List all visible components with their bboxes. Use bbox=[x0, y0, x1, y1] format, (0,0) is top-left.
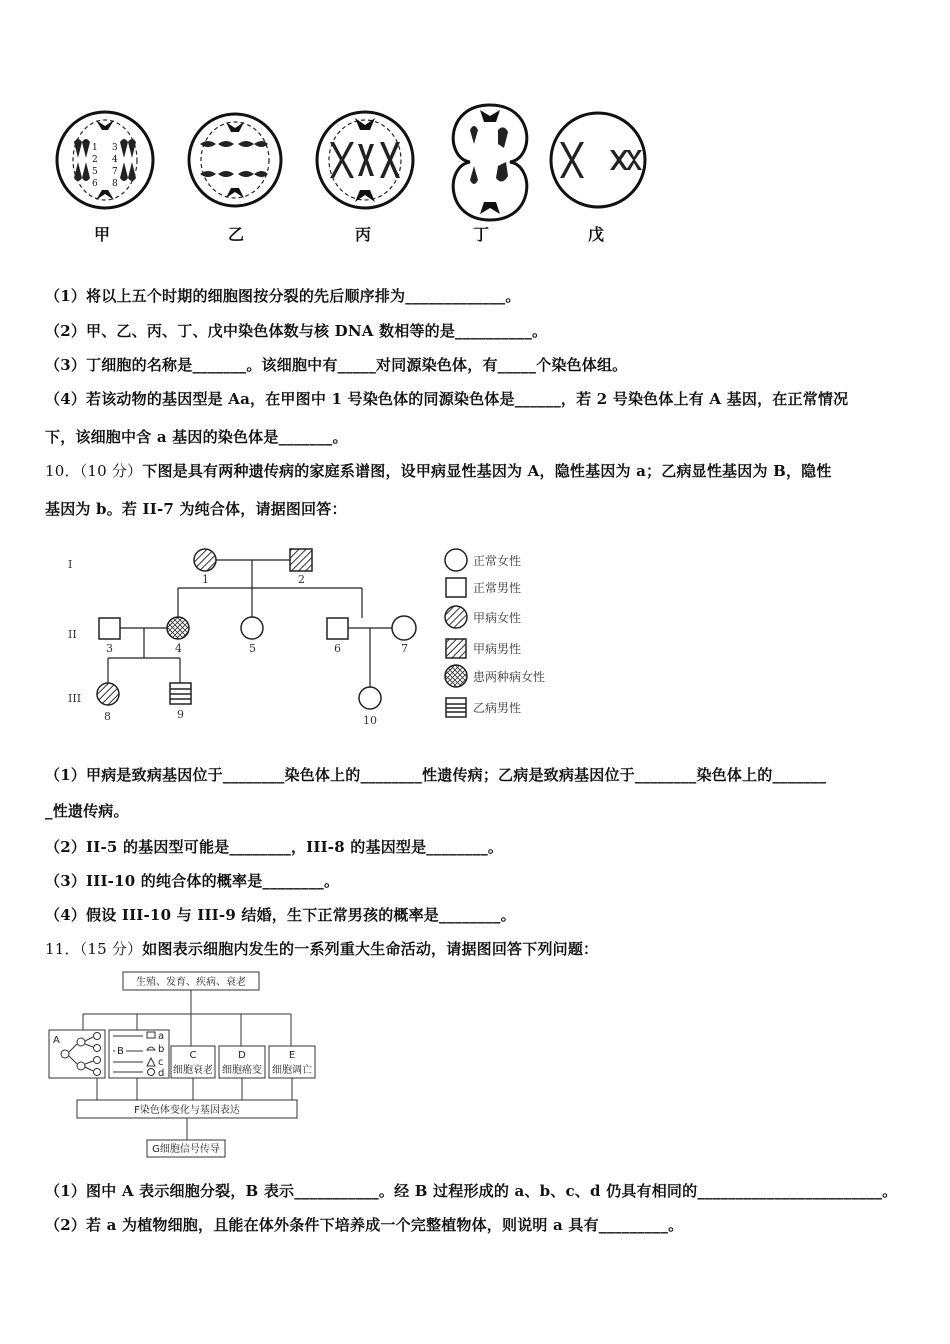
cell-wu bbox=[551, 113, 645, 207]
chromosome-number: 1 bbox=[92, 143, 98, 153]
cell-jia bbox=[57, 112, 153, 208]
cell-yi bbox=[189, 114, 281, 206]
q9-part3: （3）丁细胞的名称是_______。该细胞中有_____对同源染色体，有_____个染色体组。 bbox=[45, 356, 628, 374]
chromosome-number: 8 bbox=[112, 179, 118, 189]
box-d-label: D bbox=[238, 1050, 246, 1061]
box-e-label: E bbox=[288, 1050, 296, 1061]
q10-part4: （4）假设 III-10 与 III-9 结婚，生下正常男孩的概率是________。 bbox=[45, 906, 516, 924]
individual-number: 10 bbox=[363, 714, 377, 727]
generation-label: II bbox=[68, 628, 77, 641]
generation-label: III bbox=[68, 692, 82, 705]
chromosome-number: 6 bbox=[92, 179, 98, 189]
cell-label-wu: 戊 bbox=[588, 225, 605, 244]
chromosome-number: 3 bbox=[112, 143, 118, 153]
q10-stem bbox=[45, 460, 832, 481]
question-score: （10 分） bbox=[79, 462, 143, 480]
output-label: b bbox=[158, 1044, 165, 1055]
legend-label: 正常女性 bbox=[473, 554, 522, 568]
q9-part4: （4）若该动物的基因型是 Aa，在甲图中 1 号染色体的同源染色体是______，若 2 号染色体上有 A 基因，在正常情况 bbox=[45, 390, 849, 408]
question-number: 11． bbox=[45, 940, 80, 958]
cell-ding bbox=[453, 105, 527, 220]
top-box-text: 生殖、发育、疾病、衰老 bbox=[136, 977, 246, 988]
legend-label: 乙病男性 bbox=[473, 701, 522, 715]
q10-part1: （1）甲病是致病基因位于________染色体上的________性遗传病；乙病是致病基因位于________染色体上的_______ bbox=[45, 766, 827, 784]
box-a-label: A bbox=[53, 1035, 60, 1046]
generation-label: I bbox=[68, 558, 73, 571]
box-e-text: 细胞调亡 bbox=[272, 1065, 312, 1076]
question-text: 下图是具有两种遗传病的家庭系谱图，设甲病显性基因为 A，隐性基因为 a；乙病显性基因为 B，隐性 bbox=[142, 462, 832, 480]
legend-label: 甲病男性 bbox=[473, 642, 522, 656]
individual-number: 8 bbox=[104, 710, 111, 723]
individual-number: 5 bbox=[249, 642, 256, 655]
individual-number: 9 bbox=[177, 708, 184, 721]
question-text: 如图表示细胞内发生的一系列重大生命活动，请据图回答下列问题： bbox=[142, 940, 599, 958]
q11-part1: （1）图中 A 表示细胞分裂，B 表示___________。经 B 过程形成的 a、b、c、d 仍具有相同的________________________。 bbox=[45, 1182, 898, 1200]
output-label: a bbox=[158, 1031, 165, 1042]
individual-number: 4 bbox=[175, 642, 182, 655]
chromosome-number: 4 bbox=[112, 155, 118, 165]
cell-activity-diagram bbox=[45, 968, 325, 1160]
q10-stem-cont: 基因为 b。若 II-7 为纯合体，请据图回答： bbox=[45, 500, 347, 518]
cell-label-ding: 丁 bbox=[473, 225, 490, 244]
chromosome-number: 7 bbox=[112, 167, 118, 177]
legend-label: 患两种病女性 bbox=[473, 670, 546, 684]
box-c-text: 细胞衰老 bbox=[173, 1065, 213, 1076]
chromosome-number: 2 bbox=[92, 155, 98, 165]
q9-part2: （2）甲、乙、丙、丁、戊中染色体数与核 DNA 数相等的是__________。 bbox=[45, 322, 548, 340]
q10-part1-cont: _性遗传病。 bbox=[45, 802, 129, 820]
individual-number: 3 bbox=[106, 642, 113, 655]
q9-part1: （1）将以上五个时期的细胞图按分裂的先后顺序排为_____________。 bbox=[45, 287, 521, 305]
q11-stem bbox=[45, 938, 598, 959]
cell-label-jia: 甲 bbox=[94, 225, 111, 244]
box-c-label: C bbox=[189, 1050, 197, 1061]
box-g-text: G细胞信号传导 bbox=[152, 1144, 220, 1155]
cell-bing bbox=[317, 112, 413, 208]
legend-label: 正常男性 bbox=[473, 581, 522, 595]
box-b-label: B bbox=[117, 1046, 124, 1057]
output-label: c bbox=[158, 1057, 164, 1068]
individual-number: 1 bbox=[202, 573, 209, 586]
cell-label-yi: 乙 bbox=[228, 225, 245, 244]
individual-number: 2 bbox=[298, 573, 305, 586]
cell-label-bing: 丙 bbox=[355, 225, 372, 244]
q9-part4-cont: 下，该细胞中含 a 基因的染色体是_______。 bbox=[45, 428, 348, 446]
q11-part2: （2）若 a 为植物细胞，且能在体外条件下培养成一个完整植物体，则说明 a 具有_________。 bbox=[45, 1216, 684, 1234]
individual-number: 7 bbox=[401, 642, 408, 655]
individual-number: 6 bbox=[334, 642, 341, 655]
q10-part2: （2）II-5 的基因型可能是________，III-8 的基因型是________。 bbox=[45, 838, 504, 856]
pedigree-chart bbox=[60, 540, 580, 730]
question-score: （15 分） bbox=[79, 940, 143, 958]
chromosome-number: 5 bbox=[92, 167, 98, 177]
box-f-text: F染色体变化与基因表达 bbox=[134, 1105, 240, 1116]
question-number: 10． bbox=[45, 462, 80, 480]
box-d-text: 细胞癌变 bbox=[222, 1065, 262, 1076]
pedigree-legend bbox=[445, 549, 545, 717]
output-label: d bbox=[158, 1068, 165, 1079]
legend-label: 甲病女性 bbox=[473, 611, 522, 625]
q10-part3: （3）III-10 的纯合体的概率是________。 bbox=[45, 872, 340, 890]
